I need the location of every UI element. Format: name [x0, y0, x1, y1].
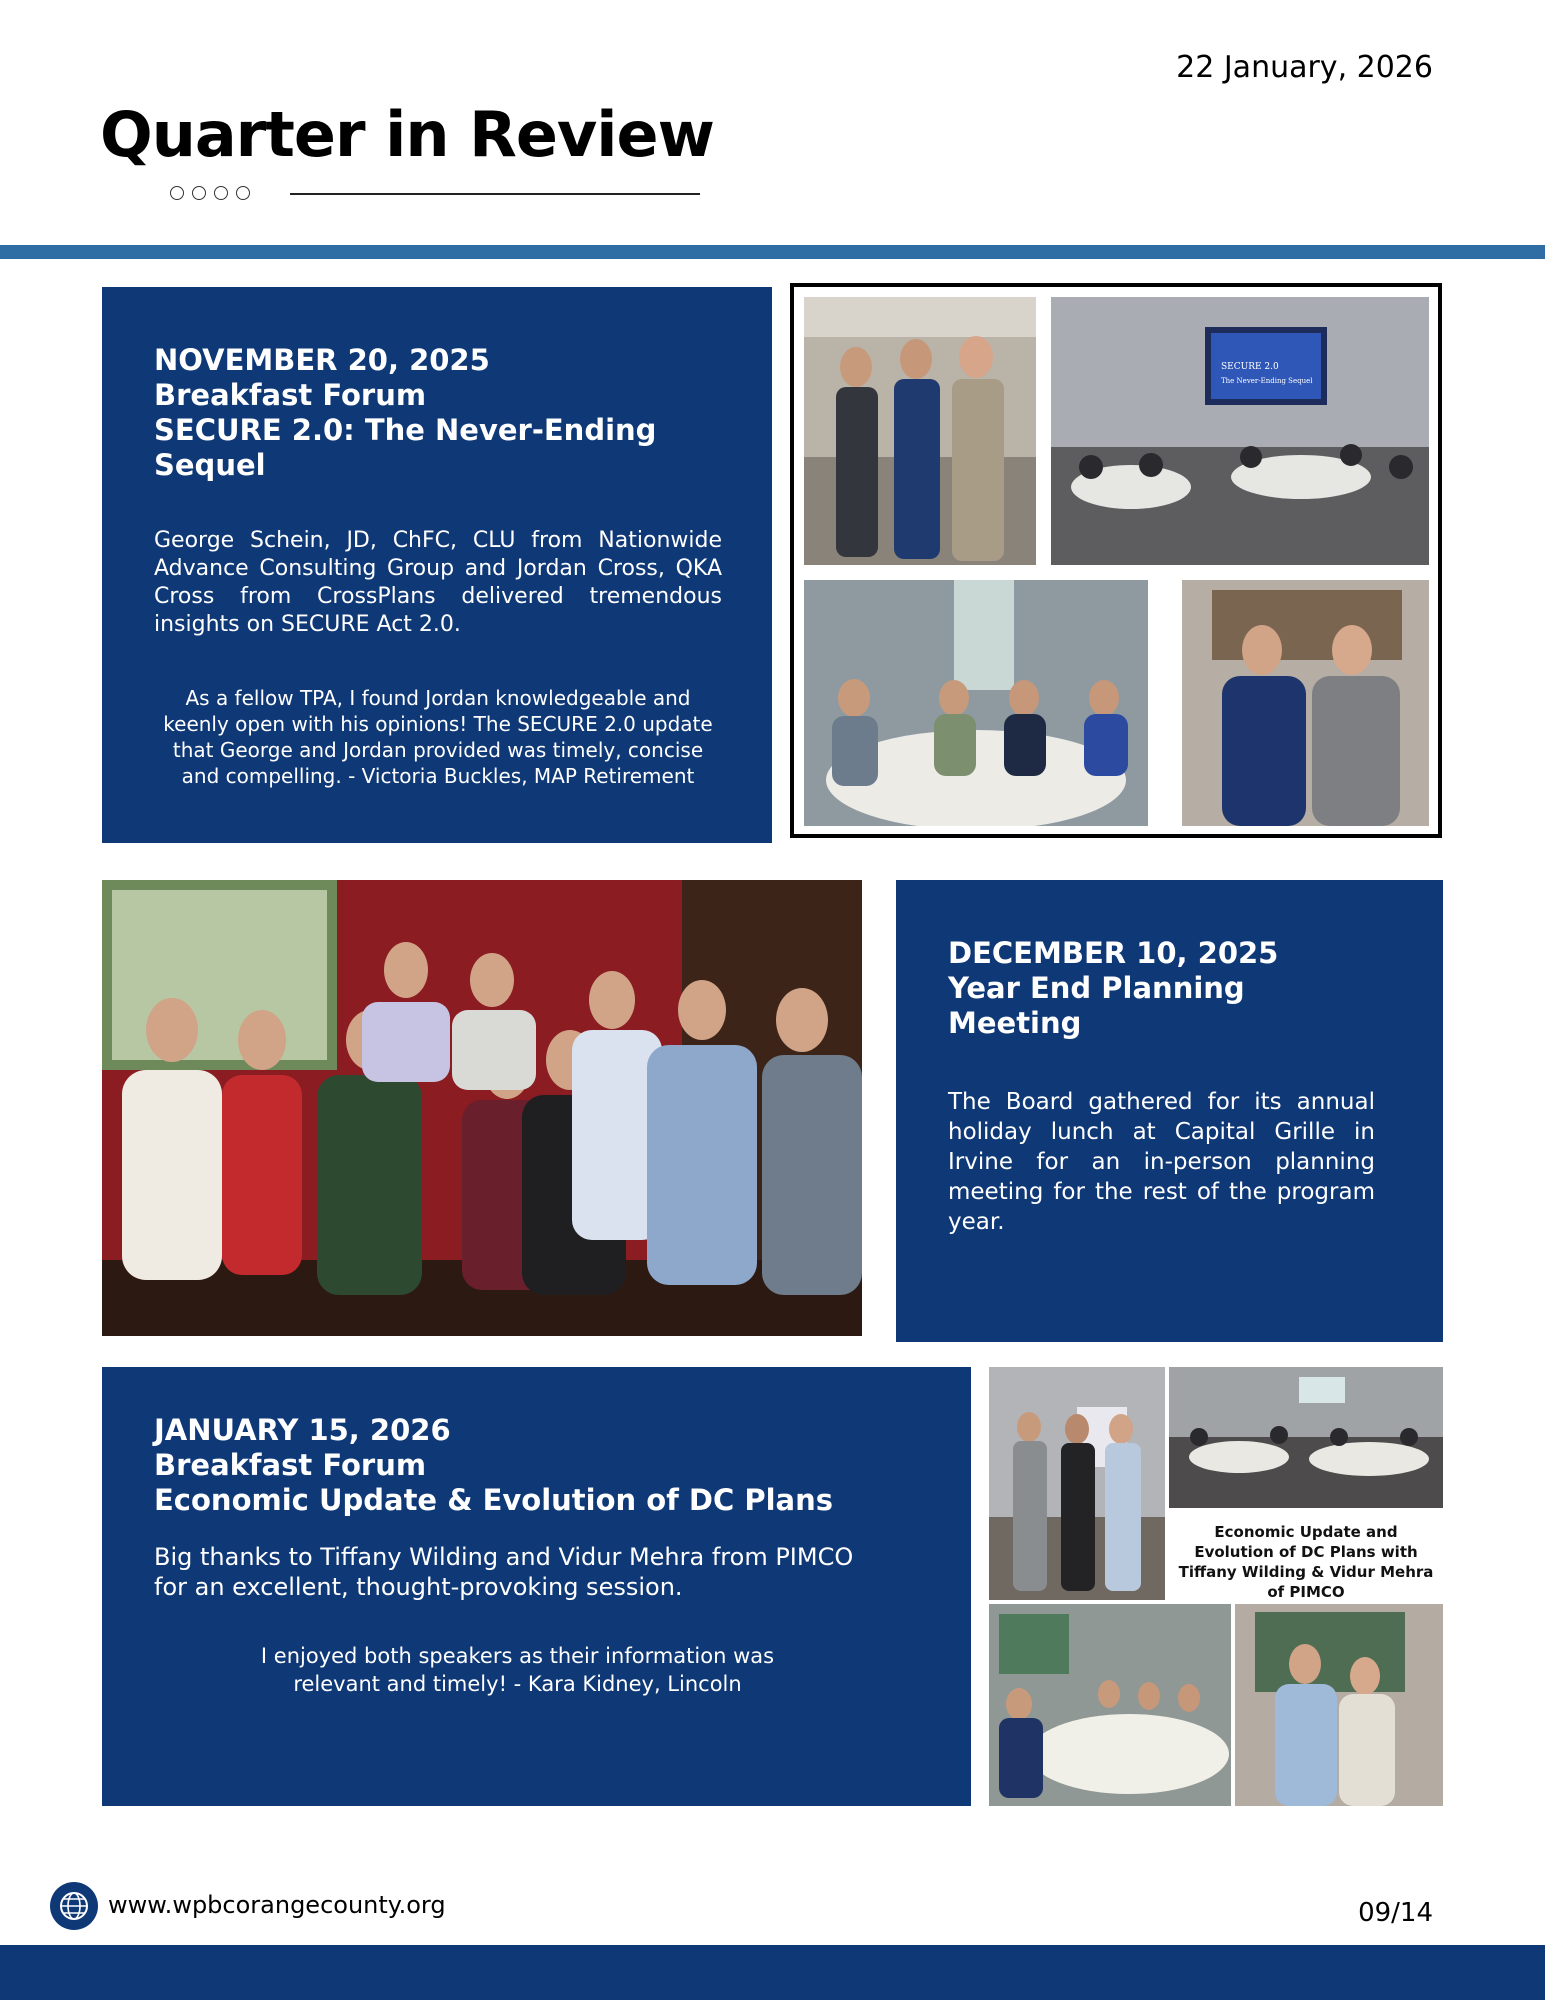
decoration-dot [236, 186, 250, 200]
event-description: Big thanks to Tiffany Wilding and Vidur Mehra from PIMCO for an excellent, thought-provoking session. [154, 1543, 854, 1601]
event-photo-table-attendees [804, 580, 1148, 826]
event-photo-speakers [804, 297, 1036, 565]
event-testimonial: I enjoyed both speakers as their information was relevant and timely! - Kara Kidney, Lincoln [260, 1644, 775, 1696]
event-testimonial: As a fellow TPA, I found Jordan knowledgeable and keenly open with his opinions! The SECURE 2.0 update that George and Jordan provided was timely, concise and compelling. - Victoria Buckles, MAP Retirement [163, 686, 713, 788]
globe-icon [50, 1882, 98, 1930]
event-photo-speakers [989, 1367, 1165, 1600]
event-date: JANUARY 15, 2026 [154, 1413, 451, 1447]
collage-caption: Economic Update and Evolution of DC Plans with Tiffany Wilding & Vidur Mehra of PIMCO [1178, 1523, 1434, 1601]
issue-date: 22 January, 2026 [1176, 50, 1433, 85]
event-date: NOVEMBER 20, 2025 [154, 343, 490, 377]
event-november-panel [102, 287, 772, 843]
header-band [0, 245, 1545, 259]
event-date: DECEMBER 10, 2025 [948, 936, 1279, 970]
event-type: Year End Planning Meeting [948, 971, 1245, 1040]
event-description: The Board gathered for its annual holiday lunch at Capital Grille in Irvine for an in-person planning meeting for the rest of the program year. [948, 1089, 1375, 1235]
title-decoration-dots [170, 186, 250, 200]
title-underline [290, 193, 700, 195]
website-link[interactable]: www.wpbcorangecounty.org [108, 1891, 446, 1919]
slide-subtitle: The Never-Ending Sequel [1221, 377, 1313, 385]
decoration-dot [192, 186, 206, 200]
decoration-dot [214, 186, 228, 200]
event-photo-presenters [1182, 580, 1429, 826]
event-photo-room [1169, 1367, 1443, 1508]
event-subtitle: Economic Update & Evolution of DC Plans [154, 1483, 834, 1517]
event-january-panel [102, 1367, 971, 1806]
event-type: Breakfast Forum [154, 1448, 427, 1482]
decoration-dot [170, 186, 184, 200]
november-photo-collage [790, 283, 1442, 838]
footer-band [0, 1945, 1545, 2000]
event-photo-table [989, 1604, 1231, 1806]
event-description: George Schein, JD, ChFC, CLU from Nationwide Advance Consulting Group and Jordan Cross, QKA Cross from CrossPlans delivered tremendous insights on SECURE Act 2.0. [154, 528, 722, 637]
holiday-group-photo [102, 880, 862, 1336]
event-december-panel [896, 880, 1443, 1342]
event-photo-presenters [1235, 1604, 1443, 1806]
january-photo-collage [989, 1367, 1443, 1806]
page-title: Quarter in Review [100, 98, 714, 171]
event-subtitle: SECURE 2.0: The Never-Ending Sequel [154, 413, 657, 482]
event-photo-room-presentation [1051, 297, 1429, 565]
slide-title: SECURE 2.0 [1221, 362, 1279, 372]
event-type: Breakfast Forum [154, 378, 427, 412]
page-number: 09/14 [1358, 1898, 1433, 1928]
